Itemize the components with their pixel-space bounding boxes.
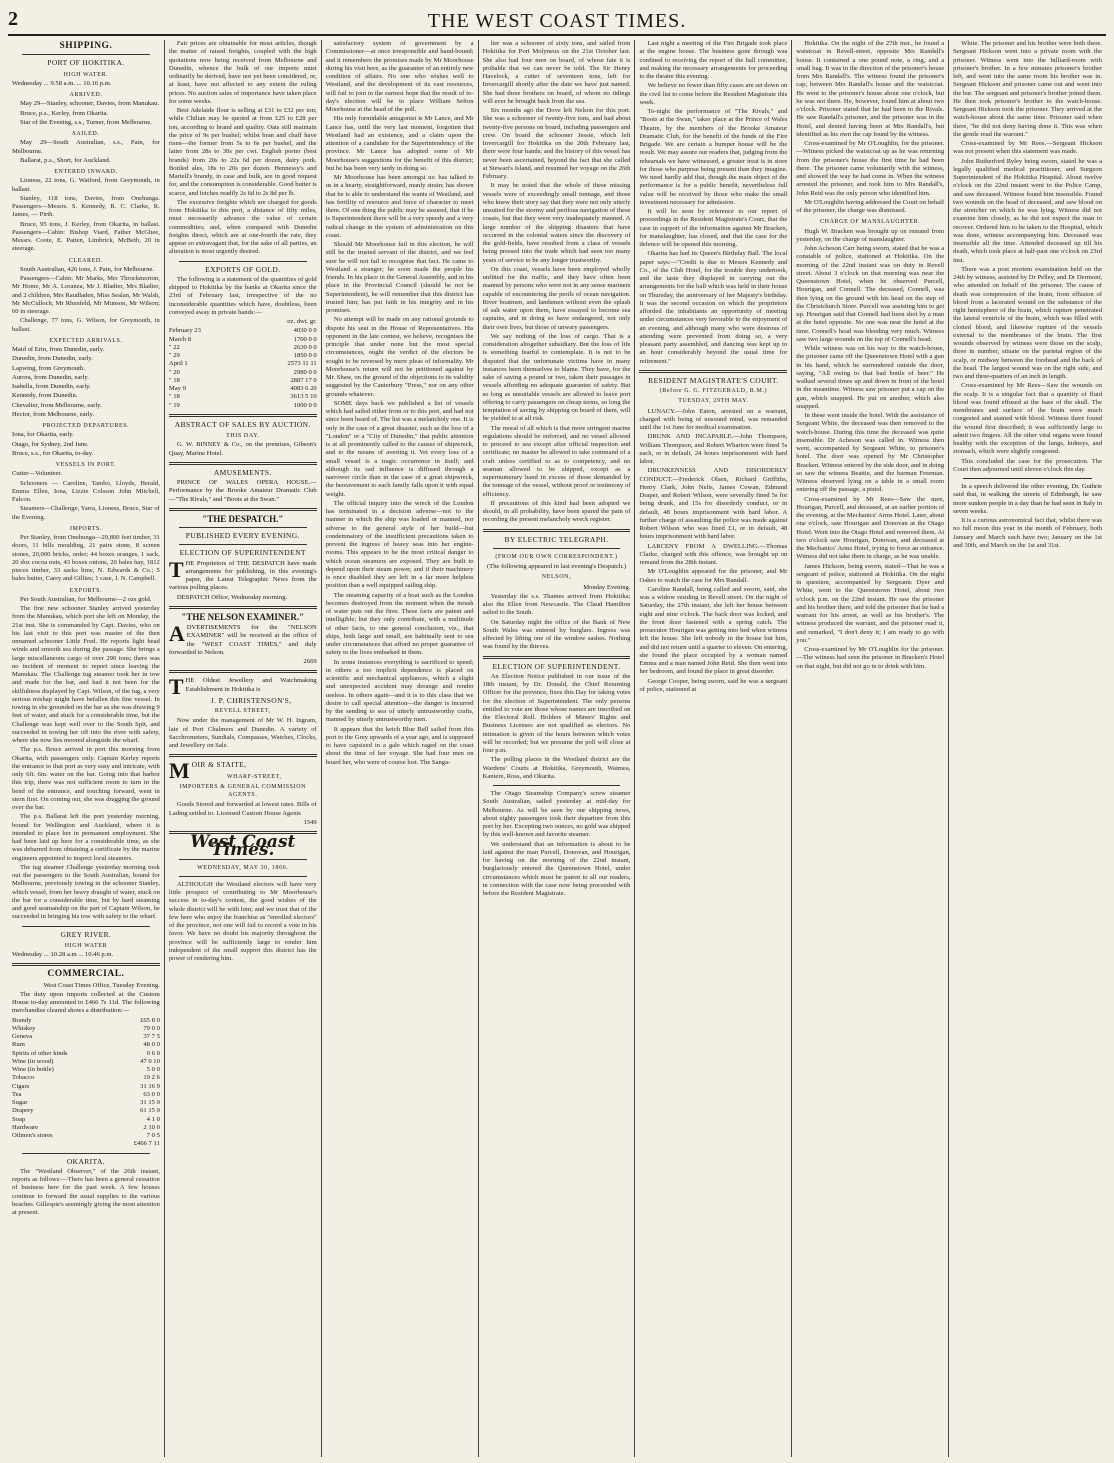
body-text: ALTHOUGH the Westland electors will have very little prospect of contributing to Mr Moorhouse's success in to-day's contest, the good wishes of the whole district will be with him; and we trust that of the few here who enjoy the franchise as "enrolled electors" of the province, not one will fail to record a vote in his favor. We have no doubt his majority throughout the province will be sufficiently large to render him independent of the small support this district has the power of rendering him. xyxy=(168,880,317,962)
cleared-label: CLEARED. xyxy=(68,257,103,264)
divider xyxy=(22,1153,150,1154)
body-text: If precautions of this kind had been adopted we should, in all probability, have been spared the pain of recording the present melancholy wreck register. xyxy=(482,499,631,524)
auction-day: THIS DAY. xyxy=(226,433,260,439)
shipping-heading: SHIPPING. xyxy=(59,41,113,51)
expected-entry: Hector, from Melbourne, early. xyxy=(12,410,95,418)
body-text: To-night the performance of "The Rivals," and "Boots at the Swan," takes place at the Prince of Wales Theatre, by the members of the Brooke Amateur Dramatic Club, for the benefit of the funds of the Fire Brigade. We are certain a bumper house will be the result. We may assure our readers that, judging from the rehearsals we have witnessed, a greater treat is in store for those who purpose being present than they imagine. We need hardly add that, though the main object of the performance is for a public benefit, nevertheless full value will be received by those who make the small investment necessary for admission. xyxy=(639,108,788,206)
body-text: Hugh W. Bracken was brought up on remand from yesterday, on the charge of manslaughter. xyxy=(796,227,945,243)
duty-value: 61 15 0 xyxy=(140,1107,160,1115)
duty-item: Soap xyxy=(12,1115,26,1123)
arrival-entry: May 29—Stanley, schooner, Davies, from Manukau. xyxy=(20,100,160,108)
body-text: The Otago Steamship Company's screw steamer South Australian, sailed yesterday at mid-day for Melbourne. As will be seen by our shipping news, about eighty passengers took their departure from this port by her. Excepting two ounces, no gold was shipped by this well-known and favorite steamer. xyxy=(482,790,631,839)
jeweller-name: J. P. CHRISTENSON'S, xyxy=(210,695,292,705)
body-text: Best Adelaide flour is selling at £31 to £32 per ton; while Chilian may be quoted at from £25 to £28 per ton, according to brand and quality. Oats still maintain the price of 9s per bushel; whilst bran and chaff have risen—the former from 5s to 6s per bushel, and the latter from 28s to 30s per cwt. English porter (best brands) from 20s to 22s 6d per dozen, dairy pork. Bottled ales, 18s to 20s per dozen. Hennessy's and Martell's brandy, in case and bulk, are in good request for, and the consumption is considerable. Good butter is scarce, and fetches readily 2s 6d to 2s 8d per lb. xyxy=(168,107,317,197)
despatch-ad-text: THE Proprietors of THE DESPATCH have made arrangements for publishing, in this evening's paper, the Latest Telegraphic News from the various polling places. xyxy=(168,556,317,592)
commercial-heading: COMMERCIAL. xyxy=(47,969,125,980)
duty-row xyxy=(12,1066,160,1074)
gold-row xyxy=(169,385,317,393)
body-text: On Saturday night the office of the Bank of New South Wales was entered by burglars. Ingress was effected by lifting one of the window sashes. Nothing was found by the thieves. xyxy=(482,618,631,651)
despatch-ad-sub2: ELECTION OF SUPERINTENDENT xyxy=(179,548,306,558)
duty-item: Drapery xyxy=(12,1107,34,1115)
duty-value: 7 0 5 xyxy=(146,1132,160,1139)
despatch-ad-title: "THE DESPATCH." xyxy=(202,513,284,524)
duty-row xyxy=(12,1058,160,1066)
gold-row xyxy=(169,393,317,401)
vessels-entry: Cutter—Volunteer. xyxy=(12,470,62,478)
body-text: Passengers—Cabin: Mr Marks, Mrs Throckmorton, Mr Home, Mr A. Loranza, Mr J. Bladier, Mrs Bladier, and 2 children, Mrs Raudladen, Miss Sealan, Mr Walsh, Mr McCulloch, Mr Rhenfeld, Mr Munson, Mr Wilson; 60 in steerage. xyxy=(12,275,160,315)
gold-row xyxy=(169,360,317,368)
columns xyxy=(8,40,1106,1457)
expected-entry: Chevalier, from Melbourne, early. xyxy=(12,401,102,409)
grey-river-heading: GREY RIVER. xyxy=(60,929,112,939)
arrival-entry: Bruce, p.s., Kerley, from Okarita. xyxy=(20,109,109,117)
duty-row xyxy=(12,1083,160,1091)
body-text: The following is a statement of the quantities of gold shipped to Hokitika by the banks at Okarita since the 23rd of February last, irrespective of the no inconsiderable quantities which have, doubtless, been conveyed away in private hands:— xyxy=(168,275,317,316)
high-water-label: HIGH WATER. xyxy=(63,71,109,78)
duty-item: Spirits of other kinds xyxy=(12,1049,68,1057)
gold-date: " 20 xyxy=(168,368,180,376)
masthead xyxy=(8,6,1106,36)
body-text: Cross-examined by Mr Rees—Saw the wounds on the scalp. It is a singular fact that a quantity of fluid blood was found effused at the base of the skull. The membranes and surface of the brain were much congested and stained with blood. Witness there found the wound first described; it was sufficiently large to admit two fingers. All the other vital organs were found healthy with the exception of the lungs, kidneys, and stomach, which were slightly congested. xyxy=(953,382,1103,456)
nelson-ad-text: ADVERTISEMENTS for the "NELSON EXAMINER" will be received at the office of the "WEST COAST TIMES," and duly forwarded to Nelson. xyxy=(168,621,317,656)
body-text: This concluded the case for the prosecution. The Court then adjourned until eleven o'clock this day. xyxy=(953,457,1103,473)
entered-entry: Lioness, 22 tons, G. Watford, from Greymouth, in ballast. xyxy=(12,177,160,193)
duty-item: Wine (in bottle) xyxy=(12,1066,54,1073)
commercial-office: West Coast Times Office, Tuesday Evening. xyxy=(43,981,160,989)
body-text: John Acheson Carr being sworn, stated that he was a constable of police, stationed at Hokitika. On the morning of the 22nd instant was on duty in Revell street. About 3 o'clock on that morning was near the Queenstown Hotel, when he observed Purcell, Hourigan, and Connell. The deceased, Connell, was then lying on the ground with his head on the step of the Christchurch Store. Purcell was assisting him to get up. Hourigan said that Connell had been shot by a man at the hotel opposite. No one was near the hotel at the time. Connell's head was bleeding very much. Witness saw two large wounds on the top of Connell's head. xyxy=(796,245,945,343)
divider xyxy=(169,606,317,609)
moir-number: 1549 xyxy=(303,818,317,826)
duty-row xyxy=(12,1099,160,1107)
body-text: The tug steamer Challenge yesterday morning took out the passengers to the South Australian, bound for Melbourne, previously towing in the schooner Stanley, which vessel, from her heavy draught of water, stuck on the bar for a considerable time, but by hard steaming and good seamanship on the part of Captain Wilson, he succeeded in bringing his tow with safety to the wharf. xyxy=(12,863,160,921)
amusements-text: PRINCE OF WALES OPERA HOUSE.—Performance by the Brooke Amateur Dramatic Club—"The Rivals," and "Boots at the Swan." xyxy=(168,479,317,503)
gold-units: oz. dwt. gr. xyxy=(287,318,317,325)
auction-text: G. W. BINNEY & Co., on the premises, Gibson's Quay, Marine Hotel. xyxy=(168,441,317,457)
duty-item: Oilmen's stores xyxy=(12,1132,53,1139)
gold-table xyxy=(169,327,317,410)
body-text: It is a curious astronomical fact that, whilst there was no full moon this year in the month of February, both January and March each have two; January on the 1st and 30th, and March on the 1st and 31st. xyxy=(953,517,1103,549)
vessels-label: VESSELS IN PORT. xyxy=(55,462,117,468)
body-text: The steaming capacity of a boat such as the London becomes destroyed from the moment when the inrush of water puts out the fires. These facts are patent and intelligible; but they only contribute, with a multitude of other facts, to one general conclusion, viz., that ships, both large and small, are habitually sent to sea under circumstances that afford no proper guarantee of safety to the lives embarked in them. xyxy=(325,591,474,657)
duty-row xyxy=(12,1132,160,1140)
expected-entry: Dunedin, from Dunedin, early. xyxy=(12,355,93,363)
duty-row xyxy=(12,1074,160,1082)
duty-row xyxy=(12,1107,160,1115)
body-text: Cross-examined by Mr Rees—Saw the men, Hourigan, Purcell, and deceased, at an earlier portion of the evening, at the Mechanics' Arms Hotel. Later, about one o'clock, saw Hourigan and Donovan at the Otago Hotel. Went into the Otago Hotel and removed them. At two o'clock saw Hourigan, Donovan, and deceased at the Mechanics' Arms Hotel, trying to force an entrance. Witness did not take them in charge, as he was unable. xyxy=(796,495,945,561)
body-text: The p.s. Bruce arrived in port this morning from Okarita, with passengers only. Captain Kerley reports the entrance to that port as very easy and intricate, with only 6ft. 6in. water on the bar. Going into that harbor this trip, there was not sufficient room to turn in the bend of the entrance, and touching forward, went in stern first. On coming out, she was dragging the ground over the bar. xyxy=(12,746,160,811)
duty-value: 31 16 9 xyxy=(140,1082,160,1090)
body-text: Goods Stored and forwarded at lowest rates. Bills of Lading settled to. Licensed Custom House Agents xyxy=(168,801,317,817)
gold-value: 3613 5 10 xyxy=(290,393,317,401)
duty-value: 4 1 0 xyxy=(146,1115,160,1123)
divider xyxy=(493,548,621,549)
body-text: The "Westland Observer," of the 26th instant, reports as follows:—There has been a general cessation of business here for the past week. A few houses continue to forward the usual supplies to the various beaches. Gillespie's seemingly giving the most attention at present. xyxy=(12,1167,160,1216)
arrival-entry: Star of the Evening, s.s., Turner, from Melbourne. xyxy=(20,118,152,126)
gold-date: February 23 xyxy=(168,327,201,335)
column-5 xyxy=(635,40,792,1457)
gold-row xyxy=(169,344,317,352)
rm-court-before: (Before G. G. FITZGERALD, R.M.) xyxy=(659,388,768,394)
duty-item: Cigars xyxy=(12,1082,30,1090)
duty-value: 48 0 0 xyxy=(143,1041,160,1049)
duty-value: 19 2 6 xyxy=(143,1074,160,1082)
duty-row xyxy=(12,1033,160,1041)
body-text: DRUNK AND INCAPABLE.—John Thompson, William Thompson, and Robert Wharton were fined 5s each, or in default, 24 hours imprisonment with hard labor. xyxy=(639,433,788,465)
gold-date: " 29 xyxy=(168,352,180,359)
gold-row xyxy=(169,377,317,385)
moir-street: WHARF-STREET, xyxy=(226,773,282,780)
duty-item: Rum xyxy=(12,1041,25,1049)
gold-date: " 22 xyxy=(168,343,180,351)
body-text: SOME days back we published a list of vessels which had sailed either from or to this port, and had not since been heard of. The list was a melancholy one. It is only in the case of a great disaster, such as the loss of a "London" or a "City of Dunedin," that public attention is at all prominently called to the causes of shipwreck, and to the means of averting it. Yet every loss of a small vessel is a tragic occurrence in itself; and although its sad influence is diffused through a narrower circle than in the case of a great shipwreck, the bereavement to each family falls upon it with equal weight. xyxy=(325,399,474,498)
body-text: LUNACY.—John Eaton, arrested on a warrant, charged with being of unsound mind, was remanded until the 1st June for medical examination. xyxy=(639,407,788,431)
expected-entry: Isabella, from Dunedin, early. xyxy=(12,383,91,390)
telegraph-day: Monday Evening. xyxy=(583,583,631,591)
telegraph-note: (The following appeared in last evening's Despatch.) xyxy=(486,563,627,570)
body-text: The p.s. Ballarat left the port yesterday morning, bound for Wellington and Auckland, where it is intended to place her in permanent employment. She had been laid up here for a considerable time, as she was debarred from obtaining a certificate by the marine engineers appointed to inspect local steamers. xyxy=(12,813,160,862)
dropcap: M xyxy=(168,758,190,784)
column-3 xyxy=(322,40,479,1457)
duty-item: Wine (in wood) xyxy=(12,1057,54,1065)
duty-value: 37 7 5 xyxy=(143,1033,160,1040)
gold-date: " 19 xyxy=(168,401,180,409)
body-text: White. The prisoner and his brother were both there. Sergeant Hickson went into a private room with the prisoner. Witness went into the billiard-room with prisoner's brother. In a few minutes prisoner's brother left, and went into the same room his brother was in. Sergeant Hickson and prisoner came out and went into the bar. The sergeant and prisoner's brother joined them. He then took prisoner's brother to the watch-house. Sergeant Hickson took the prisoner. They arrived at the watch-house about the same time. Prisoner said when there, "he did not deny having done it. This was when the gentle read the warrant." xyxy=(953,40,1103,138)
divider xyxy=(483,529,631,532)
divider xyxy=(169,670,317,673)
moir-ad: MOIR & STAITE, xyxy=(168,758,247,784)
paper-nameplate: West Coast Times. xyxy=(190,832,296,861)
divider xyxy=(179,261,307,262)
entered-label: ENTERED INWARD. xyxy=(54,169,118,175)
expected-entry: Aurora, from Dunedin, early. xyxy=(12,373,89,381)
exports-label: EXPORTS. xyxy=(69,587,103,594)
divider xyxy=(483,656,631,659)
auction-heading: ABSTRACT OF SALES BY AUCTION. xyxy=(174,419,311,429)
rm-court-date: TUESDAY, 29TH MAY. xyxy=(678,398,749,405)
duty-row xyxy=(12,1041,160,1049)
body-text: It will be seen by reference to our report of proceedings in the Resident Magistrate's Court, that the case in support of the information against Mr Bracken, for manslaughter, has closed, and that the case for the defence will be opened this morning. xyxy=(639,208,788,248)
body-text: LARCENY FROM A DWELLING.—Thomas Clarke, charged with this offence, was brought up on remand from the 28th instant. xyxy=(639,542,788,566)
duty-value: 2 10 0 xyxy=(143,1123,160,1131)
divider xyxy=(169,754,317,757)
body-text: An Election Notice published in our issue of the 18th instant, by Dr. Donald, the Chief Returning Officer for the province, fixes this Day for taking votes for the election of Superintendent. The only persons entitled to vote are those whose names are inscribed on the Electoral Roll. Holders of Miners' Rights and Business Licenses are not qualified as electors. No intimation is given of the hours between which votes will be recorded; but we presume the poll will close at four p.m. xyxy=(482,672,631,754)
gold-heading: EXPORTS OF GOLD. xyxy=(205,264,281,274)
jeweller-ad-text: THE Oldest Jewellery and Watchmaking Establishment in Hokitika is xyxy=(168,674,317,700)
body-text: The moral of all which is that more stringent marine regulations should be enforced, and no vessel allowed to proceed to sea except after official inspection and certificate; no master be allowed to take command of a craft unless certified to as to competency, and no seaman allowed to be shipped, except as a supernumerary hand in excess of those demanded by the tonnage of the vessel, without proof or testimony of efficiency. xyxy=(482,424,631,498)
divider xyxy=(12,963,160,966)
page-number: 2 xyxy=(8,8,18,30)
gold-row xyxy=(169,336,317,344)
duty-row xyxy=(12,1091,160,1099)
rm-court-heading: RESIDENT MAGISTRATE'S COURT. xyxy=(648,375,779,385)
duty-total: £466 7 11 xyxy=(133,1140,160,1148)
divider xyxy=(22,54,150,55)
divider xyxy=(179,527,307,528)
duty-item: Brandy xyxy=(12,1016,32,1024)
body-text: While witness was on his way to the watch-house, the prisoner came off the Queenstown Hotel with a gun in his hand, which he surrendered outside the door, saying, "All owing to that bad bottle of beer." He walked several times up and down in front of the hotel in the meantime. Witness saw prisoner put a cap on the gun, which snapped. He put on another, which also snapped. xyxy=(796,345,945,410)
grey-high-water-line: Wednesday ... 10.28 a.m ... 10.46 p.m. xyxy=(12,951,114,958)
column-2 xyxy=(165,40,322,1457)
jeweller-street: REVELL STREET, xyxy=(214,708,271,714)
duty-row xyxy=(12,1025,160,1033)
duty-row xyxy=(12,1017,160,1025)
divider xyxy=(22,926,150,927)
divider xyxy=(169,414,317,417)
gold-value: 4083 6 20 xyxy=(290,385,317,392)
telegraph-place: NELSON, xyxy=(541,574,572,581)
telegraph-heading: BY ELECTRIC TELEGRAPH. xyxy=(504,534,609,544)
expected-entry: Maid of Erin, from Dunedin, early. xyxy=(12,346,105,353)
body-text: On this coast, vessels have been employed wholly unfitted for the traffic, and they have often been manned by persons who were not in any sense mariners capable of encountering the perils of ocean navigation. River boatmen, and landsmen without even the splash of salt water upon them, have essayed to become sea captains, and in doing so have endangered, not only their own lives, but those of unwary passengers. xyxy=(482,265,631,331)
exports-entry: Per South Australian, for Melbourne—2 ozs gold. xyxy=(20,595,152,603)
gold-value: 1850 0 0 xyxy=(293,352,317,359)
projected-entry: Iona, for Okarita, early. xyxy=(12,431,74,439)
body-text: We say nothing of the loss of cargo. That is a consideration altogether subsidiary. But the loss of life is something fearful to contemplate. It is not to be disputed that the unfortunate victims have in many instances been themselves to blame. They have, for the sake of saving a pound or two, taken their passages in vessels affording no adequate guarantee of safety. But so long as unsuitable vessels are allowed to leave port offering to carry passengers on cheap terms, so long the temptation of saving by shipping on board of them, will be yielded to at all risk. xyxy=(482,332,631,423)
expected-label: EXPECTED ARRIVALS. xyxy=(49,337,123,344)
body-text: The official inquiry into the wreck of the London has terminated in a decision adverse—not to the manner in which the ship was loaded or manned, nor adverse to the general style of her build—but condemnatory of the insufficient precautions taken to prevent the ingress of heavy seas into her engine-rooms. This appears to be the most critical danger to which ocean steamers are exposed. They are built to depend upon their steam power, and if their machinery is once disabled they are left in a far more helpless position than a well equipped sailing ship. xyxy=(325,499,474,590)
duty-item: Sugar xyxy=(12,1099,28,1106)
cleared-entry: South Australian, 426 tons, J. Pain, for Melbourne. xyxy=(20,265,155,273)
arrived-label: ARRIVED. xyxy=(69,92,103,98)
gold-row xyxy=(169,352,317,360)
divider xyxy=(179,876,307,877)
divider xyxy=(179,544,307,545)
dropcap: T xyxy=(168,556,184,582)
body-text: There was a post mortem examination held on the 24th by witness, assisted by Dr Pelley, and Dr Dermont, who attended on behalf of the prisoner. The cause of death was compression of the brain, from effusion of blood from a lacerated wound on the substance of the right hemisphere of the brain, which rupture penetrated the lateral ventricle of the brain, which was filled with clotted blood, and likewise rupture of the vessels external to the membranes of the brain. The first wounds observed by witness were those on the scalp, three in number, situate on the parietal region of the scalp, or midway between the forehead and the back of the head. The largest wound was on the right side, and two and three-quarters of an inch in length. xyxy=(953,265,1103,380)
duty-item: Whiskey xyxy=(12,1024,36,1032)
despatch-ad-sub: PUBLISHED EVERY EVENING. xyxy=(185,531,300,540)
gold-value: 1000 0 0 xyxy=(293,401,317,409)
gold-value: 2630 0 0 xyxy=(293,343,317,351)
body-text: Mr O'Loughlin appeared for the prisoner, and Mr Oakes to watch the case for Mrs Randall. xyxy=(639,568,788,584)
gold-date: May 9 xyxy=(168,385,186,392)
body-text: Yesterday the s.s. Thames arrived from Hokitika; also the Ellen from Newcastle. The Claud Hamilton sailed to the South. xyxy=(482,592,631,617)
body-text: Caroline Randall, being called and sworn, said, she was a widow residing in Revell street. On the night of Saturday, the 27th instant, she left her house between eight and nine o'clock. The back door was locked, and the front door fastened with a spring catch. The prosecutor Hourigan was getting into bed when witness left the house. She left nobody in the house but him, and did not return until a quarter to eleven. On entering, she found the place occupied by a woman named Emma and a man named John Reid. She then went into her bedroom, and found the place in great disorder. xyxy=(639,585,788,676)
divider xyxy=(963,478,1092,479)
body-text: Per Stanley, from Onehunga—29,800 feet timber, 31 doors, 11 bills moulding, 21 pairs stone, 8 screen stones, 20,000 bricks, order; 44 boxes oranges, 1 sack, 20 doz cocoa nuts, 43 boxes onions, 20 bales hay, 1812 pieces timber, 33 sacks lime, N. Edwards & Co.; 5 bales butter, Carey and Gillies; 1 case, J. N. Campbell. xyxy=(12,534,160,583)
duty-value: 31 15 0 xyxy=(140,1099,160,1106)
duty-item: Tobacco xyxy=(12,1074,35,1082)
election-heading: ELECTION OF SUPERINTENDENT. xyxy=(492,661,621,671)
amusements-heading: AMUSEMENTS. xyxy=(213,467,272,477)
paper-title: THE WEST COAST TIMES. xyxy=(427,10,687,32)
gold-value: 2887 17 0 xyxy=(290,376,317,384)
duty-row xyxy=(12,1050,160,1058)
body-text: It may be noted that the whole of these missing vessels were of exceedingly small tonnage, and those who knew their story say that they were not only utterly unsuited for the stormy and perilous navigation of these coasts, but that they were very inadequately manned. A large number of the shipping disasters that have occurred in the colonial waters since the discovery of the gold-fields, have resulted from a class of vessels being pressed into the trade which had seen too many years of service to be any longer trustworthy. xyxy=(482,182,631,264)
body-text: Steamers—Challenge, Yarra, Lioness, Bruce, Star of the Evening. xyxy=(12,505,160,521)
duty-value: 47 0 10 xyxy=(140,1057,160,1065)
sailed-entry: Ballarat, p.s., Short, for Auckland. xyxy=(20,156,111,164)
grey-high-water-label: HIGH WATER xyxy=(64,942,108,949)
gold-row xyxy=(169,369,317,377)
imports-label: IMPORTS. xyxy=(69,525,102,532)
body-text: In some instances everything is sacrificed to speed; in others a too implicit dependence is placed on scientific and mechanical appliances, which a slight and unexpected accident may derange and render useless. In others again—and it is to this class that we desire to call special attention—the danger is incurred by the sending to sea of utterly untrustworthy crafts, manned by utterly untrustworthy men. xyxy=(325,658,474,724)
manslaughter-heading: CHARGE OF MANSLAUGHTER. xyxy=(820,219,921,226)
body-text: Last night a meeting of the Fire Brigade took place at the engine house. The business gone through was confined to receiving the report of the ball committee, and making the necessary arrangements for proceeding to the theatre this evening. xyxy=(639,40,788,80)
body-text: The fine new schooner Stanley arrived yesterday from the Manukau, which port she left on Monday, the 21st inst. She is commanded by Capt. Davies, who on his last visit to this port was master of the then unnamed schooner Little Fred. He reports light head winds and smooth sea during the passage. She brings a large miscellaneous cargo of over 290 tons; there was no incident of moment to report since leaving the Manukau. The Challenge tug steamer took her in tow and made for the bar, and had it not been for the skilfulness displayed by Capt. Wilson, of the tug, a very serious mishap might have befallen this fine vessel. In towing in she grounded on the bar as she was drawing 9 feet of water, and stuck for a considerable time, but the Challenge was kept well over to the South Spit, and succeeded in towing her off into the river with safety, where she now lies moored alongside the wharf. xyxy=(12,605,160,744)
expected-entry: Lapwing, from Greymouth. xyxy=(12,364,85,372)
body-text: Should Mr Moorhouse fail in this election, he will still be the trusted servant of the district, and we feel sure he will not fail to recognise that fact. He came to Westland a stranger; he soon made the people his friends. In his place in the General Assembly, and in his place in the Provincial Council (should he not be Superintendent), he will remember that this district has trusted him; has put faith in his integrity and in his promises. xyxy=(325,241,474,314)
body-text: The excessive freights which are charged for goods from Hokitika to this port, a distance of fifty miles, must necessarily advance the value of certain commodities; and, when compared with Dunedin freights direct, which are at one-fourth the rate, they appear so extravagant that, for the sake of all parties, an alteration is most urgently desired. xyxy=(168,198,317,256)
body-text: No attempt will be made on any rational grounds to dispute his seat in the House of Representatives. His opponent in the late contest, we believe, recognises the principle that under none but the most special circumstances, ought the verdict of the electors be sought to be reversed by mere pleas of informality. Mr Moorhouse's return will not be petitioned against by Mr. Shaw, on the ground of the objections to its validity suggested by the Canterbury "Press," nor on any other grounds whatever. xyxy=(325,316,474,398)
expected-entry: Kennedy, from Dunedin. xyxy=(12,392,78,400)
guthrie-intro: In a speech delivered the other evening, Dr. Guthrie said that, in walking the streets of Edinburgh, he saw more sunken people in a day than he had seen in Italy in seven weeks. xyxy=(953,483,1103,515)
body-text: We believe no fewer than fifty cases are set down on the civil list to come before the Resident Magistrate this week. xyxy=(639,82,788,106)
gold-date: " 18 xyxy=(168,376,180,384)
sailed-label: SAILED. xyxy=(72,131,100,137)
divider xyxy=(639,370,787,373)
duty-row xyxy=(12,1116,160,1124)
body-text: We understand that an information is about to be laid against the man Purcell, Donovan, and Hourigan, for having on the morning of the 22nd instant, burglariously entered the Queenstown Hotel, under circumstances which must be patent to all our readers, in connection with the case now being proceeded with before the Resident Magistrate. xyxy=(482,840,631,897)
body-text: DRUNKENNESS AND DISORDERLY CONDUCT.—Frederick Olsen, Richard Griffiths, Henry Clark, John Nelis, James Cowan, Edmund Draper, and Robert Wilson, were severally fined 5s for being drunk, and 15s for disorderly conduct, or in default, 48 hours imprisonment with hard labor. A further charge of assaulting the police was made against Robert Wilson who was fined £1, or in default, 48 hours imprisonment with hard labor. xyxy=(639,467,788,541)
duty-value: 63 0 0 xyxy=(143,1090,160,1098)
body-text: Now under the management of Mr W. H. Ingram, late of Port Chalmers and Dunedin. A variety of Sacchrometers, Sundials, Compasses, Watches, Clocks, and Jewellery on Sale. xyxy=(168,717,317,749)
gold-value: 1700 0 0 xyxy=(293,335,317,343)
body-text: Schooners — Caroline, Tambo, Lloyds, Herald, Emma Ellen, Iona, Lizzie Colsson John Mitchell, Falcon. xyxy=(12,479,160,503)
dropcap: A xyxy=(168,621,185,646)
nelson-ad-number: 2669 xyxy=(303,658,317,665)
gold-date: April 1 xyxy=(168,360,188,368)
port-heading: PORT OF HOKITIKA. xyxy=(47,58,125,68)
body-text: It appears that the ketch Blue Bell sailed from this port to the Grey upwards of a year ago, and is supposed to have capsized in a gale which raged on the coast about the time of her voyage. She had four men on board her, who were of course lost. The Sanga- xyxy=(325,725,474,766)
duty-row xyxy=(12,1124,160,1132)
body-text: Challenge, 77 tons, G. Wilson, for Greymouth, in ballast. xyxy=(12,317,160,333)
gold-row xyxy=(169,327,317,335)
duty-value: 5 0 0 xyxy=(146,1066,160,1073)
body-text: Six months ago the Dove left Nelson for this port. She was a schooner of twenty-five tons, and had about twenty-five persons on board, including passengers and crew. On board the schooner Jessie, which left Invercargill for Hokitika on the 20th February last, there were four hands; and the history of this vessel has never been ascertained, beyond the fact that she called at Stewart's Island, and resumed her voyage on the 26th February. xyxy=(482,107,631,180)
projected-entry: Otago, for Sydney, 2nd June. xyxy=(12,440,89,448)
body-text: Okarita has had its Queen's Birthday Ball. The local paper says:—"Credit is due to Messrs Kennedy and Co., of the Club Hotel, for the trouble they undertook, and the taste they displayed in carrying out the arrangements for the ball which was held in their house on Thursday, the anniversary of her Majesty's birthday. It was the second occasion on which the proprietors afforded the inhabitants an opportunity of meeting under circumstances very favorable to the enjoyment of an evening, and although many who were desirous of attending were prevented from doing so, a very pleasant party assembled, and dancing was kept up to an hour considerably beyond the usual time for retirement." xyxy=(639,250,788,365)
body-text: Bruce, 95 tons, J. Kerley, from Okarita, in ballast. Passengers—Cabin: Bishop Viard, Father McGhee, Messrs. Coote, E. Patten, Limbrick, McBeth, 20 in steerage. xyxy=(12,220,160,253)
duty-value: £65 8 0 xyxy=(140,1016,160,1024)
high-water-line: Wednesday ... 9.58 a.m. ... 10.16 p.m. xyxy=(12,79,112,87)
divider xyxy=(493,785,621,786)
body-text: Mr Moorhouse has been amongst us: has talked to us in a hearty, straightforward, manly strain; has shown that he is able to understand the wants of Westland, and has fertility of resource and force of character to meet them. Of one thing the public may be assured, that if he is Superintendent there will be a very speedy and a very radical change in the system of administration on this coast. xyxy=(325,174,474,239)
column-7 xyxy=(949,40,1106,1457)
telegraph-sub: (FROM OUR OWN CORRESPONDENT.) xyxy=(495,553,618,560)
duty-item: Hardware xyxy=(12,1123,38,1131)
gold-value: 2980 0 0 xyxy=(293,368,317,376)
duty-item: Tea xyxy=(12,1090,22,1098)
nelson-ad-title: "THE NELSON EXAMINER." xyxy=(181,611,305,622)
commercial-intro: The duty upon imports collected at the Custom House to-day amounted to £466 7s 11d. The following merchandise cleared shows a distribution:— xyxy=(12,990,160,1015)
body-text: Mr O'Loughlin having addressed the Court on behalf of the prisoner, the charge was dismissed. xyxy=(796,198,945,214)
body-text: John Rutherford Ryley being sworn, stated he was a legally qualified medical practitioner, and Surgeon Superintendent of the Hokitika Hospital. About twelve o'clock on the 22nd instant went to the Police Camp, and saw deceased. Witness found him insensible. Found two wounds on the head of deceased, and saw blood on the stretcher on which he was lying. Witness did not examine him closely, as he did not expect the man to recover. Ordered him to be taken to the Hospital, which was done, witness accompanying him. Deceased was insensible all the time. Attended deceased up till his death, which took place at half-past one o'clock on 23rd inst. xyxy=(953,157,1103,264)
projected-entry: Bruce, s.s., for Okarita, to-day. xyxy=(12,449,94,457)
body-text: Cross-examined by Mr O'Loughlin for the prisoner.—The witness had seen the prisoner in Bracken's Hotel on that night, but did not go in to drink with him. xyxy=(796,646,945,670)
body-text: Hokitika. On the night of the 27th inst., he found a waistcoat in Revell-street, opposite Mrs Randall's house. It contained a one pound note, a ring, and a small bag. It was in the direction of the prisoner's house from Mrs Randall's. The witness found the prisoner's cap, between Mrs Randall's house and the waistcoat. He went to the prisoner's house about one o'clock, but he was not there. He, however, found him at about two o'clock. Prisoner stated that he had been to the Rivals. He saw Randall's prisoner, and the prisoner was in the Hotel, and denied having been at Mrs Randall's, but identified as his own the cap found by the witness. xyxy=(796,40,945,138)
gold-date: " 18 xyxy=(168,393,180,401)
duty-value: 0 6 0 xyxy=(146,1049,160,1057)
body-text: Cross-examined by Mr Rees.—Sergeant Hickson was not present when this statement was made. xyxy=(953,140,1103,156)
body-text: The polling places in the Westland district are the Wardens' Courts at Hokitika, Greymouth, Waimea, Kaniere, Ross, and Okarita. xyxy=(482,756,631,780)
sailed-entry: May 29—South Australian, s.s., Pain, for Melbourne. xyxy=(12,139,160,155)
body-text: George Cooper, being sworn, said he was a sergeant of police, stationed at xyxy=(639,677,788,693)
body-text: In these went inside the hotel. With the assistance of Sergeant White, the deceased was then removed to the watch-house. During this time the deceased was quite insensible. Dr Acheson was called in. Witness then went, accompanied by Sergeant White, to prisoner's hotel. The door was opened by Mr Christopher Bracken. Witness entered by the side door, and in doing so saw the witness Beattie, and the barman Freeman. Witness observed lying on a table in a small room entering off the passage, a pistol. xyxy=(796,412,945,494)
duty-value: 79 0 0 xyxy=(143,1024,160,1032)
body-text: Cross-examined by Mr O'Loughlin, for the prisoner.—Witness picked the waistcoat up as he was returning from the prisoner's house the first time he had been there. The prisoner came voluntarily with the witness, and showed the way he had come in. When the witness arrested the prisoner, and took him to Mrs Randall's, John Reid was the only person who identified him. xyxy=(796,140,945,197)
body-text: His only formidable antagonist is Mr Lance, and Mr Lance has, until the very last moment, forgotten that Westland had an existence, and a claim upon the attention of a candidate for the Superintendency of the province. Mr Lance has adopted some of Mr Moorhouse's suggestions for the benefit of this district; but he has been very tardy in doing so. xyxy=(325,115,474,172)
divider xyxy=(169,508,317,511)
body-text: Fair prices are obtainable for most articles, though the matter of raised freights, coupled with the high quotations now being received from Melbourne and Dunedin, whence the bulk of our imports must ordinarily be derived, have not yet been considered, or, at least, have not affected to any extent the ruling prices. No auction sales of importance have taken place for some weeks. xyxy=(168,40,317,105)
duty-table xyxy=(12,1017,160,1141)
body-text: Stanley, 118 tons, Davies, from Onehunga. Passengers—Messrs. S. Kennedy, R. C. Clarke, R. James, — Pirth. xyxy=(12,194,160,219)
body-text: lier was a schooner of sixty tons, and sailed from Hokitika for Port Molyneux on the 21st October last. She also had four men on board, of whose fate it is probable that we can never be told. The Sir Henry Havelock, a cutter of seventeen tons, left for Invercargill shortly after the date we have just named. She had three brothers on board, of whom no tidings will ever be brought back from the sea. xyxy=(482,40,631,105)
divider xyxy=(169,462,317,465)
column-4 xyxy=(479,40,636,1457)
gold-value: 2573 11 11 xyxy=(287,360,317,368)
dropcap: T xyxy=(168,674,184,700)
column-6 xyxy=(792,40,949,1457)
duty-item: Geneva xyxy=(12,1033,33,1040)
projected-label: PROJECTED DEPARTURES. xyxy=(42,423,130,429)
gold-row xyxy=(169,402,317,410)
body-text: satisfactory system of government by a Commissioner—at once irresponsible and hand-bound; and it remembers the promises made by Mr Moorhouse during his visit here, as the guarantee of an entirely new condition of affairs. No one who wishes well to Westland, and the development of its vast resources, will fail to join in the earnest hope that the result of to-day's election will be to place William Sefton Moorhouse at the head of the poll. xyxy=(325,40,474,113)
gold-value: 4030 0 0 xyxy=(293,327,317,335)
column-1 xyxy=(8,40,165,1457)
despatch-ad-sign: DESPATCH Office, Wednesday morning. xyxy=(176,593,288,601)
okarita-heading: OKARITA. xyxy=(66,1156,106,1166)
body-text: James Hickson, being sworn, stated—That he was a sergeant of police, stationed at Hokitika. On the night in question, accompanied by Sergeants Dyer and White, went to the Queenstown Hotel, about two o'clock p.m. on the 22nd instant. He saw the prisoner and his brother there, and told the prisoner that he had a warrant for his arrest, as well as his brother's. The witness produced the warrant, and the prisoner read it, and remarked, "I don't deny it; I am ready to go with you." xyxy=(796,562,945,644)
gold-date: March 8 xyxy=(168,335,192,343)
moir-role: IMPORTERS & GENERAL COMMISSION AGENTS. xyxy=(179,783,307,798)
paper-date: WEDNESDAY, MAY 30, 1866. xyxy=(197,864,289,871)
